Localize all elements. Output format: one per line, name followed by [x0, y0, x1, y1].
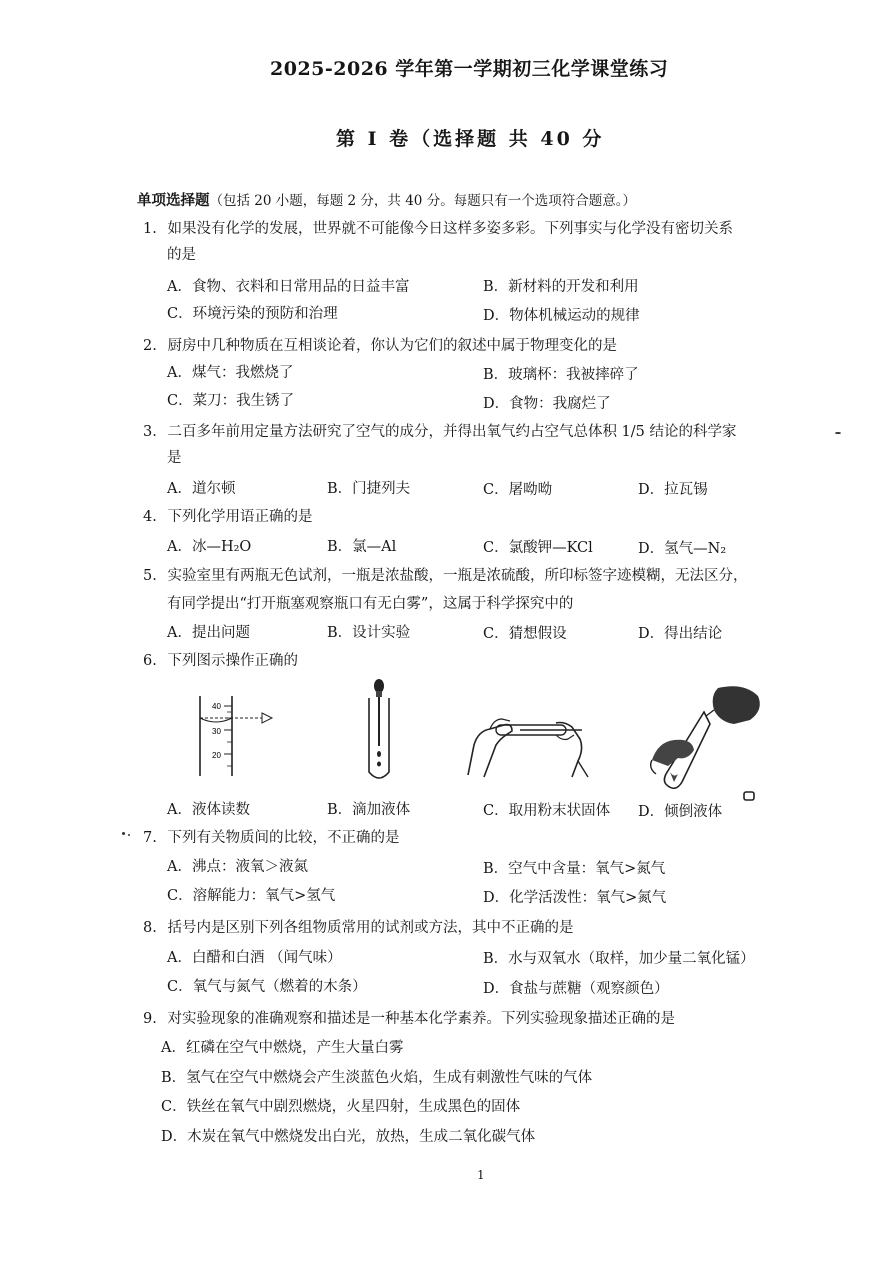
scale-tick-label: 30 — [212, 727, 221, 736]
question-text: 厨房中几种物质在互相谈论着，你认为它们的叙述中属于物理变化的是 — [167, 338, 617, 354]
option-6c: C．取用粉末状固体 — [483, 803, 611, 819]
question-3 — [143, 422, 737, 442]
question-text-cont: 的是 — [167, 247, 196, 263]
option-4d: D．氢气—N₂ — [638, 541, 727, 557]
scan-speck — [128, 834, 130, 836]
option-3a: A．道尔顿 — [167, 481, 236, 497]
option-9c: C．铁丝在氧气中剧烈燃烧，火星四射，生成黑色的固体 — [161, 1099, 521, 1115]
option-9d: D．木炭在氧气中燃烧发出白光，放热，生成二氧化碳气体 — [161, 1129, 536, 1145]
figure-dropper-test-tube — [355, 676, 405, 786]
figure-pouring-liquid — [648, 682, 778, 802]
option-4c: C．氯酸钾—KCl — [483, 540, 593, 556]
question-6 — [143, 651, 298, 671]
section-intro — [137, 191, 636, 211]
question-text: 实验室里有两瓶无色试剂，一瓶是浓盐酸，一瓶是浓硫酸，所印标签字迹模糊，无法区分， — [167, 568, 748, 584]
option-1d: D．物体机械运动的规律 — [483, 308, 640, 324]
question-text: 对实验现象的准确观察和描述是一种基本化学素养。下列实验现象描述正确的是 — [167, 1011, 675, 1027]
question-number: 6. — [143, 653, 157, 669]
option-5d: D．得出结论 — [638, 626, 723, 642]
option-3b: B．门捷列夫 — [327, 481, 411, 497]
question-number: 4. — [143, 509, 157, 525]
question-text: 括号内是区别下列各组物质常用的试剂或方法，其中不正确的是 — [167, 920, 574, 936]
figure-powder-transfer — [460, 705, 595, 780]
scan-speck — [835, 432, 841, 434]
question-text-cont: 有同学提出“打开瓶塞观察瓶口有无白雾”，这属于科学探究中的 — [167, 596, 574, 612]
option-6d: D．倾倒液体 — [638, 804, 723, 820]
question-4 — [143, 507, 312, 527]
section-note: （包括 20 小题，每题 2 分，共 40 分。每题只有一个选项符合题意。） — [209, 193, 636, 209]
option-6b: B．滴加液体 — [327, 802, 411, 818]
question-text: 下列有关物质间的比较，不正确的是 — [167, 830, 400, 846]
question-number: 5. — [143, 568, 157, 584]
scale-tick-label: 20 — [212, 751, 221, 760]
question-text: 二百多年前用定量方法研究了空气的成分，并得出氧气约占空气总体积 1/5 结论的科学家 — [167, 424, 737, 440]
option-4b: B．氯—Al — [327, 539, 397, 555]
option-7d: D．化学活泼性：氧气>氮气 — [483, 890, 667, 906]
question-number: 9. — [143, 1011, 157, 1027]
question-5 — [143, 566, 747, 586]
question-1 — [143, 219, 733, 239]
option-3c: C．屠呦呦 — [483, 482, 553, 498]
page-number: 1 — [477, 1168, 485, 1182]
option-8d: D．食盐与蔗糖（观察颜色） — [483, 981, 669, 997]
question-9 — [143, 1009, 675, 1029]
option-2c: C．菜刀：我生锈了 — [167, 393, 295, 409]
question-text: 下列图示操作正确的 — [167, 653, 298, 669]
option-7b: B．空气中含量：氧气>氮气 — [483, 861, 666, 877]
option-7a: A．沸点：液氧＞液氮 — [167, 859, 308, 875]
question-text: 下列化学用语正确的是 — [167, 509, 313, 525]
option-9a: A．红磷在空气中燃烧，产生大量白雾 — [161, 1040, 404, 1056]
option-5c: C．猜想假设 — [483, 626, 567, 642]
option-7c: C．溶解能力：氧气>氢气 — [167, 888, 336, 904]
option-5a: A．提出问题 — [167, 625, 250, 641]
question-text-cont: 是 — [167, 450, 182, 466]
question-number: 8. — [143, 920, 157, 936]
option-2b: B．玻璃杯：我被摔碎了 — [483, 367, 639, 383]
section-subtitle: 第 I 卷（选择题 共 40 分 — [336, 128, 605, 150]
section-label: 单项选择题 — [137, 192, 210, 209]
option-1c: C．环境污染的预防和治理 — [167, 306, 338, 322]
option-8b: B．水与双氧水（取样，加少量二氧化锰） — [483, 951, 755, 967]
question-8 — [143, 918, 573, 938]
question-number: 7. — [143, 830, 157, 846]
option-1b: B．新材料的开发和利用 — [483, 279, 639, 295]
scale-tick-label: 40 — [212, 702, 221, 711]
option-8c: C．氧气与氮气（燃着的木条） — [167, 979, 367, 995]
question-number: 1. — [143, 221, 157, 237]
question-text: 如果没有化学的发展，世界就不可能像今日这样多姿多彩。下列事实与化学没有密切关系 — [167, 221, 733, 237]
question-number: 3. — [143, 424, 157, 440]
option-6a: A．液体读数 — [167, 802, 250, 818]
option-3d: D．拉瓦锡 — [638, 482, 708, 498]
question-2 — [143, 336, 617, 356]
question-7 — [143, 828, 399, 848]
option-1a: A．食物、衣料和日常用品的日益丰富 — [167, 279, 410, 295]
option-4a: A．冰—H₂O — [167, 539, 252, 555]
exam-title: 2025-2026 学年第一学期初三化学课堂练习 — [270, 58, 669, 80]
option-8a: A．白醋和白酒 （闻气味） — [167, 950, 342, 966]
option-2d: D．食物：我腐烂了 — [483, 396, 611, 412]
question-number: 2. — [143, 338, 157, 354]
option-9b: B．氢气在空气中燃烧会产生淡蓝色火焰，生成有刺激性气味的气体 — [161, 1070, 593, 1086]
option-5b: B．设计实验 — [327, 625, 411, 641]
option-2a: A．煤气：我燃烧了 — [167, 365, 294, 381]
scan-speck — [122, 832, 125, 835]
figure-graduated-cylinder — [190, 690, 290, 780]
